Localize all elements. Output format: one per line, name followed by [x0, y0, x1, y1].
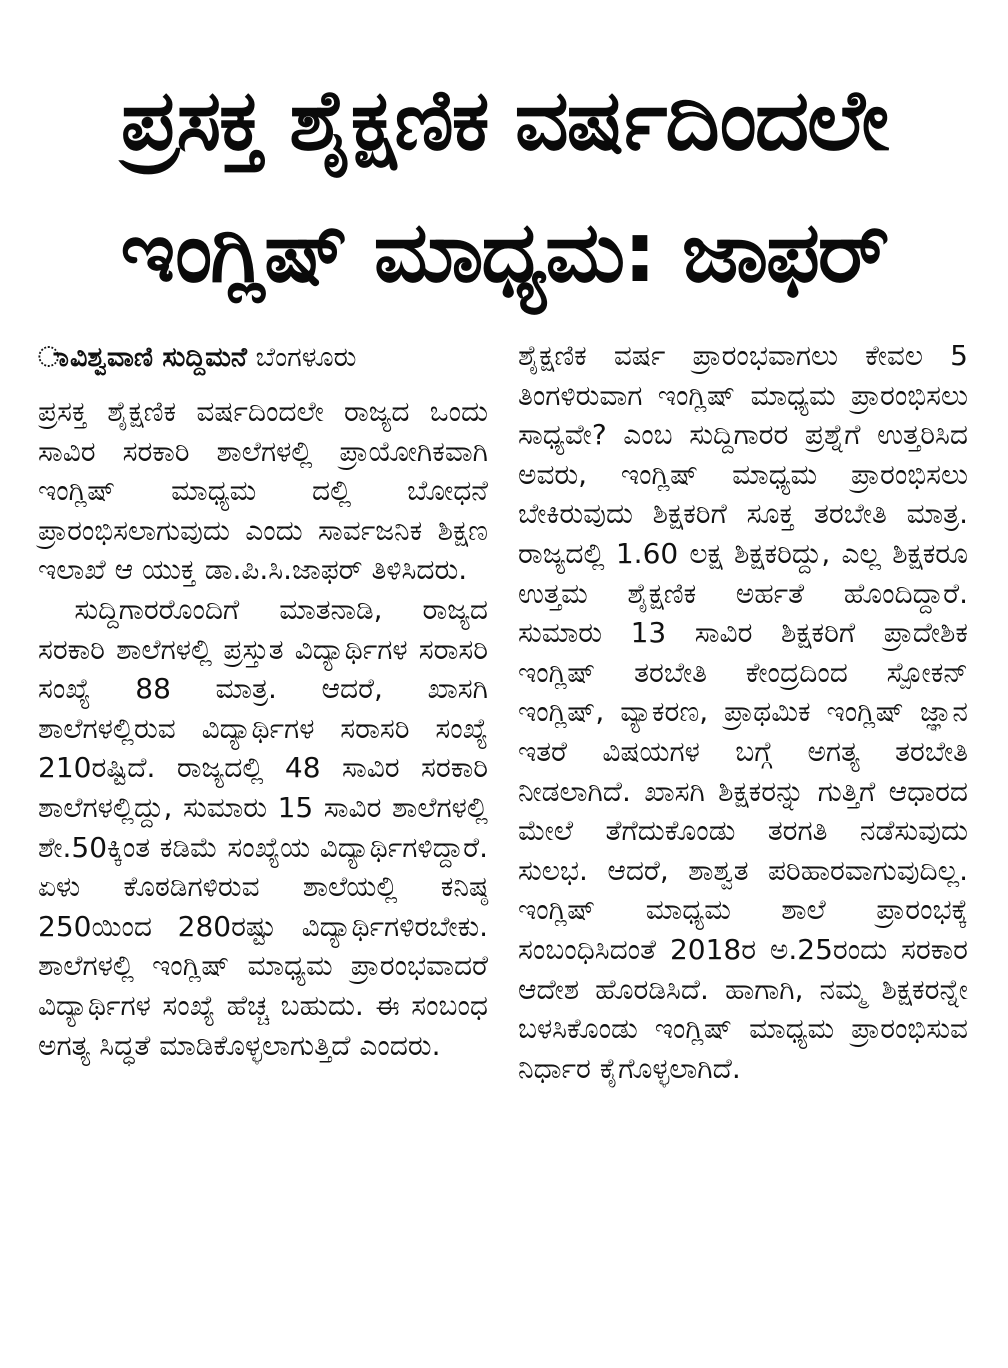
byline-source: ವಿಶ್ವವಾಣಿ ಸುದ್ದಿಮನೆ [70, 342, 248, 373]
news-clipping [18, 18, 990, 1350]
byline [38, 336, 488, 392]
paragraph-3: ಶೈಕ್ಷಣಿಕ ವರ್ಷ ಪ್ರಾರಂಭವಾಗಲು ಕೇವಲ 5 ತಿಂಗಳಿರುವಾಗ ಇಂಗ್ಲಿಷ್ ಮಾಧ್ಯಮ ಪ್ರಾರಂಭಿಸಲು ಸಾಧ್ಯವೇ? ಎಂಬ ಸುದ್ದಿಗಾರರ ಪ್ರಶ್ನೆಗೆ ಉತ್ತರಿಸಿದ ಅವರು, ಇಂಗ್ಲಿಷ್ ಮಾಧ್ಯಮ ಪ್ರಾರಂಭಿಸಲು ಬೇಕಿರುವುದು ಶಿಕ್ಷಕರಿಗೆ ಸೂಕ್ತ ತರಬೇತಿ ಮಾತ್ರ. ರಾಜ್ಯದಲ್ಲಿ 1.60 ಲಕ್ಷ ಶಿಕ್ಷಕರಿದ್ದು, ಎಲ್ಲ ಶಿಕ್ಷಕರೂ ಉತ್ತಮ ಶೈಕ್ಷಣಿಕ ಅರ್ಹತೆ ಹೊಂದಿದ್ದಾರೆ. ಸುಮಾರು 13 ಸಾವಿರ ಶಿಕ್ಷಕರಿಗೆ ಪ್ರಾದೇಶಿಕ ಇಂಗ್ಲಿಷ್ ತರಬೇತಿ ಕೇಂದ್ರದಿಂದ ಸ್ಪೋಕನ್ ಇಂಗ್ಲಿಷ್, ವ್ಯಾಕರಣ, ಪ್ರಾಥಮಿಕ ಇಂಗ್ಲಿಷ್ ಜ್ಞಾನ ಇತರೆ ವಿಷಯಗಳ ಬಗ್ಗೆ ಅಗತ್ಯ ತರಬೇತಿ ನೀಡಲಾಗಿದೆ. ಖಾಸಗಿ ಶಿಕ್ಷಕರನ್ನು ಗುತ್ತಿಗೆ ಆಧಾರದ ಮೇಲೆ ತೆಗೆದುಕೊಂಡು ತರಗತಿ ನಡೆಸುವುದು ಸುಲಭ. ಆದರೆ, ಶಾಶ್ವತ ಪರಿಹಾರವಾಗುವುದಿಲ್ಲ. ಇಂಗ್ಲಿಷ್ ಮಾಧ್ಯಮ ಶಾಲೆ ಪ್ರಾರಂಭಕ್ಕೆ ಸಂಬಂಧಿಸಿದಂತೆ 2018ರ ಅ.25ರಂದು ಸರಕಾರ ಆದೇಶ ಹೊರಡಿಸಿದೆ. ಹಾಗಾಗಿ, ನಮ್ಮ ಶಿಕ್ಷಕರನ್ನೇ ಬಳಸಿಕೊಂಡು ಇಂಗ್ಲಿಷ್ ಮಾಧ್ಯಮ ಪ್ರಾರಂಭಿಸುವ ನಿರ್ಧಾರ ಕೈಗೊಳ್ಳಲಾಗಿದೆ. [518, 339, 968, 1085]
headline-line-1: ಪ್ರಸಕ್ತ ಶೈಕ್ಷಣಿಕ ವರ್ಷದಿಂದಲೇ [120, 71, 888, 169]
column-left [38, 336, 488, 1065]
article-body [38, 336, 968, 1346]
byline-place: ಬೆಂಗಳೂರು [255, 342, 357, 373]
paragraph-1: ಪ್ರಸಕ್ತ ಶೈಕ್ಷಣಿಕ ವರ್ಷದಿಂದಲೇ ರಾಜ್ಯದ ಒಂದು ಸಾವಿರ ಸರಕಾರಿ ಶಾಲೆಗಳಲ್ಲಿ ಪ್ರಾಯೋಗಿಕವಾಗಿ ಇಂಗ್ಲಿಷ್ ಮಾಧ್ಯಮ ದಲ್ಲಿ ಬೋಧನೆ ಪ್ರಾರಂಭಿಸಲಾಗುವುದು ಎಂದು ಸಾರ್ವಜನಿಕ ಶಿಕ್ಷಣ ಇಲಾಖೆ ಆ ಯುಕ್ತ ಡಾ.ಪಿ.ಸಿ.ಜಾಫರ್ ತಿಳಿಸಿದರು. [38, 395, 488, 587]
column-right [518, 336, 968, 1088]
paragraph-2: ಸುದ್ದಿಗಾರರೊಂದಿಗೆ ಮಾತನಾಡಿ, ರಾಜ್ಯದ ಸರಕಾರಿ ಶಾಲೆಗಳಲ್ಲಿ ಪ್ರಸ್ತುತ ವಿದ್ಯಾರ್ಥಿಗಳ ಸರಾಸರಿ ಸಂಖ್ಯೆ 88 ಮಾತ್ರ. ಆದರೆ, ಖಾಸಗಿ ಶಾಲೆಗಳಲ್ಲಿರುವ ವಿದ್ಯಾರ್ಥಿಗಳ ಸರಾಸರಿ ಸಂಖ್ಯೆ 210ರಷ್ಟಿದೆ. ರಾಜ್ಯದಲ್ಲಿ 48 ಸಾವಿರ ಸರಕಾರಿ ಶಾಲೆಗಳಲ್ಲಿದ್ದು, ಸುಮಾರು 15 ಸಾವಿರ ಶಾಲೆಗಳಲ್ಲಿ ಶೇ.50ಕ್ಕಿಂತ ಕಡಿಮೆ ಸಂಖ್ಯೆಯ ವಿದ್ಯಾರ್ಥಿಗಳಿದ್ದಾರೆ. ಏಳು ಕೊಠಡಿಗಳಿರುವ ಶಾಲೆಯಲ್ಲಿ ಕನಿಷ್ಠ 250ಯಿಂದ 280ರಷ್ಟು ವಿದ್ಯಾರ್ಥಿಗಳಿರಬೇಕು. ಶಾಲೆಗಳಲ್ಲಿ ಇಂಗ್ಲಿಷ್ ಮಾಧ್ಯಮ ಪ್ರಾರಂಭವಾದರೆ ವಿದ್ಯಾರ್ಥಿಗಳ ಸಂಖ್ಯೆ ಹೆಚ್ಚ ಬಹುದು. ಈ ಸಂಬಂಧ ಅಗತ್ಯ ಸಿದ್ಧತೆ ಮಾಡಿಕೊಳ್ಳಲಾಗುತ್ತಿದೆ ಎಂದರು. [38, 592, 488, 1062]
headline-line-2: ಇಂಗ್ಲಿಷ್ ಮಾಧ್ಯಮ: ಜಾಫರ್ [120, 203, 888, 301]
headline [18, 54, 990, 318]
byline-mark: ಾ [38, 342, 69, 373]
